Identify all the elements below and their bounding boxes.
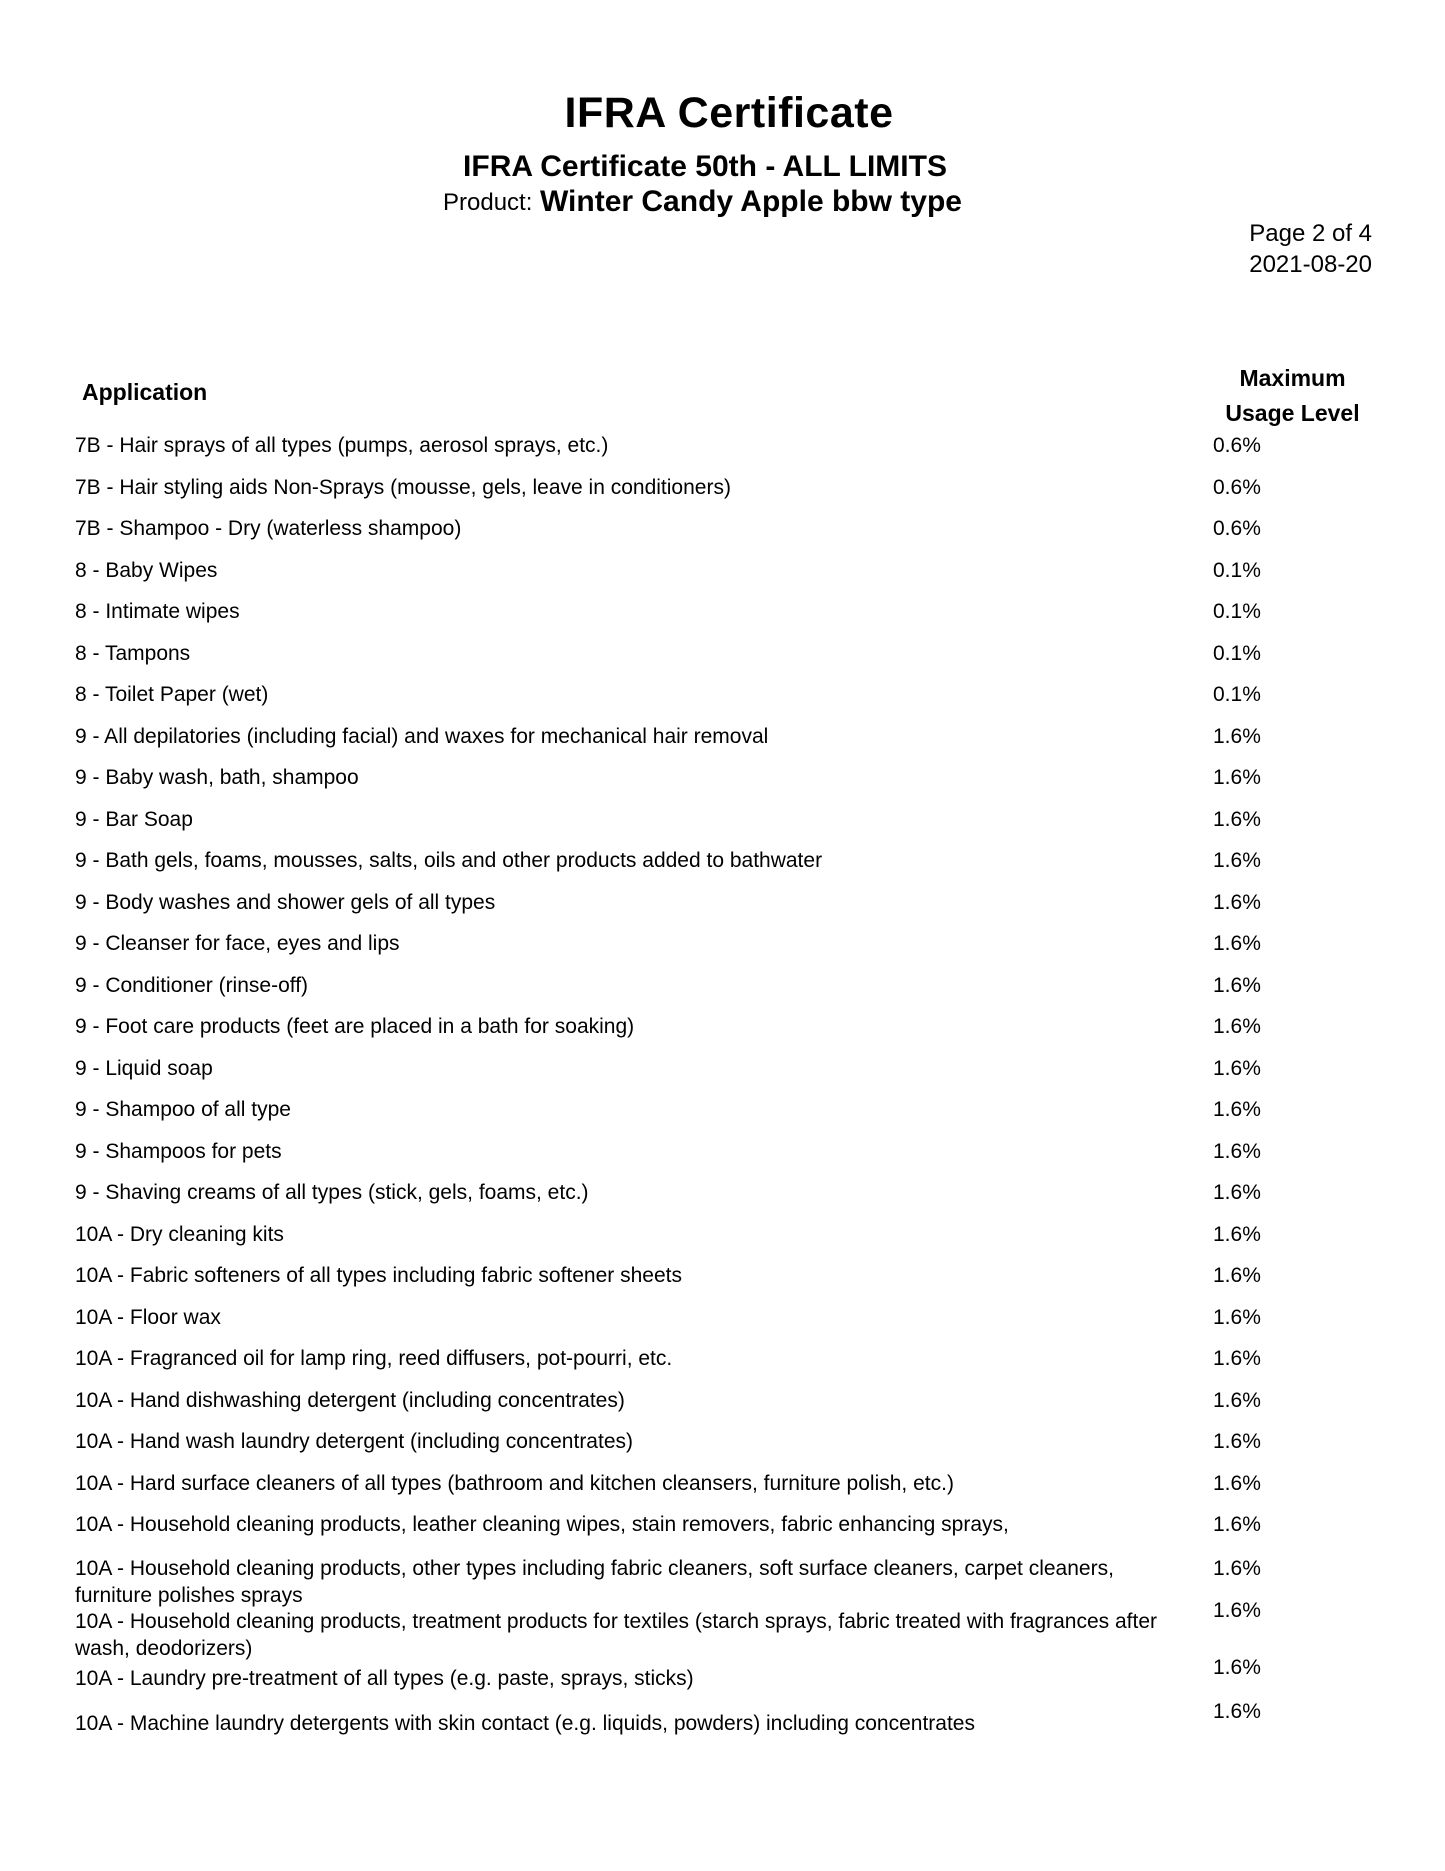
table-row: [75, 550, 1415, 592]
certificate-subtitle: IFRA Certificate 50th - ALL LIMITS: [463, 150, 947, 183]
usage-level-cell: 1.6%: [1213, 1181, 1261, 1205]
usage-level-cell: 1.6%: [1213, 1139, 1261, 1163]
usage-level-cell: 1.6%: [1213, 807, 1261, 831]
usage-level-cell: 1.6%: [1213, 1305, 1261, 1329]
usage-level-cell: 1.6%: [1213, 1556, 1261, 1580]
application-cell: 10A - Laundry pre-treatment of all types (e.g. paste, sprays, sticks): [75, 1666, 694, 1690]
application-cell: 9 - Bath gels, foams, mousses, salts, oils and other products added to bathwater: [75, 849, 823, 873]
product-label: Product:: [443, 189, 533, 216]
application-cell: 9 - Foot care products (feet are placed in a bath for soaking): [75, 1015, 635, 1039]
usage-level-cell: 1.6%: [1213, 724, 1261, 748]
usage-level-cell: 1.6%: [1213, 973, 1261, 997]
usage-level-cell: 1.6%: [1213, 849, 1261, 873]
table-row: [75, 1463, 1415, 1505]
usage-level-cell: 1.6%: [1213, 1347, 1261, 1371]
usage-level-cell: 1.6%: [1213, 1098, 1261, 1122]
application-cell: 9 - Baby wash, bath, shampoo: [75, 766, 359, 790]
application-cell: 10A - Household cleaning products, leather cleaning wipes, stain removers, fabric enhancing sprays,: [75, 1513, 1009, 1537]
table-row: [75, 591, 1415, 633]
table-row: [75, 1504, 1415, 1546]
application-cell: 10A - Floor wax: [75, 1305, 221, 1329]
application-cell: 10A - Household cleaning products, treatment products for textiles (starch sprays, fabric treated with fragrances after wash, deodorizers): [75, 1609, 1158, 1660]
usage-level-cell: 0.1%: [1213, 683, 1261, 707]
application-cell: 9 - Liquid soap: [75, 1056, 213, 1080]
document-date: 2021-08-20: [1249, 251, 1372, 278]
usage-level-cell: 1.6%: [1213, 1015, 1261, 1039]
table-row: [75, 1255, 1415, 1297]
usage-level-cell: 0.1%: [1213, 641, 1261, 665]
usage-level-cell: 1.6%: [1213, 1471, 1261, 1495]
table-row: [75, 1172, 1415, 1214]
table-row: [75, 965, 1415, 1007]
application-cell: 8 - Toilet Paper (wet): [75, 683, 269, 707]
usage-level-cell: 1.6%: [1213, 1598, 1261, 1622]
table-row: [75, 1380, 1415, 1422]
usage-level-cell: 0.6%: [1213, 517, 1261, 541]
table-row: [75, 467, 1415, 509]
usage-level-cell: 1.6%: [1213, 890, 1261, 914]
application-cell: 7B - Shampoo - Dry (waterless shampoo): [75, 517, 462, 541]
usage-level-cell: 1.6%: [1213, 1430, 1261, 1454]
application-cell: 9 - Shampoo of all type: [75, 1098, 291, 1122]
application-cell: 9 - Cleanser for face, eyes and lips: [75, 932, 400, 956]
table-row: [75, 1338, 1415, 1380]
table-row: [75, 508, 1415, 550]
table-row: [75, 633, 1415, 675]
application-cell: 9 - Conditioner (rinse-off): [75, 973, 309, 997]
usage-level-cell: 0.6%: [1213, 434, 1261, 458]
usage-level-cell: 1.6%: [1213, 1513, 1261, 1537]
application-cell: 9 - Shampoos for pets: [75, 1139, 282, 1163]
application-cell: 10A - Household cleaning products, other types including fabric cleaners, soft surface cleaners, carpet cleaners, furniture polishes sprays: [75, 1556, 1114, 1607]
usage-level-cell: 1.6%: [1213, 766, 1261, 790]
application-cell: 7B - Hair sprays of all types (pumps, aerosol sprays, etc.): [75, 434, 609, 458]
application-cell: 9 - Bar Soap: [75, 807, 193, 831]
table-row: [75, 1006, 1415, 1048]
table-row: [75, 1421, 1415, 1463]
application-cell: 10A - Hard surface cleaners of all types (bathroom and kitchen cleansers, furniture polish, etc.): [75, 1471, 954, 1495]
application-cell: 10A - Dry cleaning kits: [75, 1222, 284, 1246]
application-cell: 9 - Shaving creams of all types (stick, gels, foams, etc.): [75, 1181, 589, 1205]
usage-level-cell: 1.6%: [1213, 1655, 1261, 1679]
table-row: [75, 1297, 1415, 1339]
usage-level-cell: 1.6%: [1213, 1056, 1261, 1080]
table-row: [75, 1048, 1415, 1090]
table-row: [75, 882, 1415, 924]
product-name: Winter Candy Apple bbw type: [540, 185, 962, 218]
application-cell: 8 - Intimate wipes: [75, 600, 240, 624]
application-cell: 10A - Hand dishwashing detergent (including concentrates): [75, 1388, 625, 1412]
usage-level-cell: 1.6%: [1213, 1388, 1261, 1412]
application-cell: 10A - Fabric softeners of all types including fabric softener sheets: [75, 1264, 682, 1288]
table-row: [75, 1131, 1415, 1173]
table-row: [75, 1089, 1415, 1131]
application-cell: 10A - Fragranced oil for lamp ring, reed diffusers, pot-pourri, etc.: [75, 1347, 673, 1371]
usage-level-cell: 0.6%: [1213, 475, 1261, 499]
application-cell: 9 - Body washes and shower gels of all types: [75, 890, 496, 914]
page-number: Page 2 of 4: [1249, 220, 1372, 247]
document-title: IFRA Certificate: [564, 89, 894, 137]
application-cell: 10A - Machine laundry detergents with skin contact (e.g. liquids, powders) including concentrates: [75, 1711, 975, 1735]
page-info: [1249, 218, 1372, 280]
application-cell: 7B - Hair styling aids Non-Sprays (mousse, gels, leave in conditioners): [75, 475, 731, 499]
applications-table: [75, 425, 1415, 1745]
table-row: [75, 799, 1415, 841]
application-cell: 9 - All depilatories (including facial) and waxes for mechanical hair removal: [75, 724, 769, 748]
usage-level-cell: 1.6%: [1213, 932, 1261, 956]
table-row: [75, 716, 1415, 758]
usage-level-cell: 0.1%: [1213, 600, 1261, 624]
table-row: [75, 840, 1415, 882]
usage-level-cell: 1.6%: [1213, 1264, 1261, 1288]
usage-level-cell: 0.1%: [1213, 558, 1261, 582]
table-row: [75, 674, 1415, 716]
column-header-max-usage-level: Maximum Usage Level: [1225, 365, 1360, 426]
table-row: [75, 425, 1415, 467]
table-row: [75, 1655, 1415, 1703]
table-row: [75, 757, 1415, 799]
application-cell: 8 - Baby Wipes: [75, 558, 218, 582]
application-cell: 10A - Hand wash laundry detergent (including concentrates): [75, 1430, 633, 1454]
application-cell: 8 - Tampons: [75, 641, 191, 665]
column-header-application: Application: [82, 379, 208, 405]
table-row: [75, 1214, 1415, 1256]
table-row: [75, 923, 1415, 965]
usage-level-cell: 1.6%: [1213, 1699, 1261, 1723]
table-row: [75, 1699, 1415, 1745]
usage-level-cell: 1.6%: [1213, 1222, 1261, 1246]
